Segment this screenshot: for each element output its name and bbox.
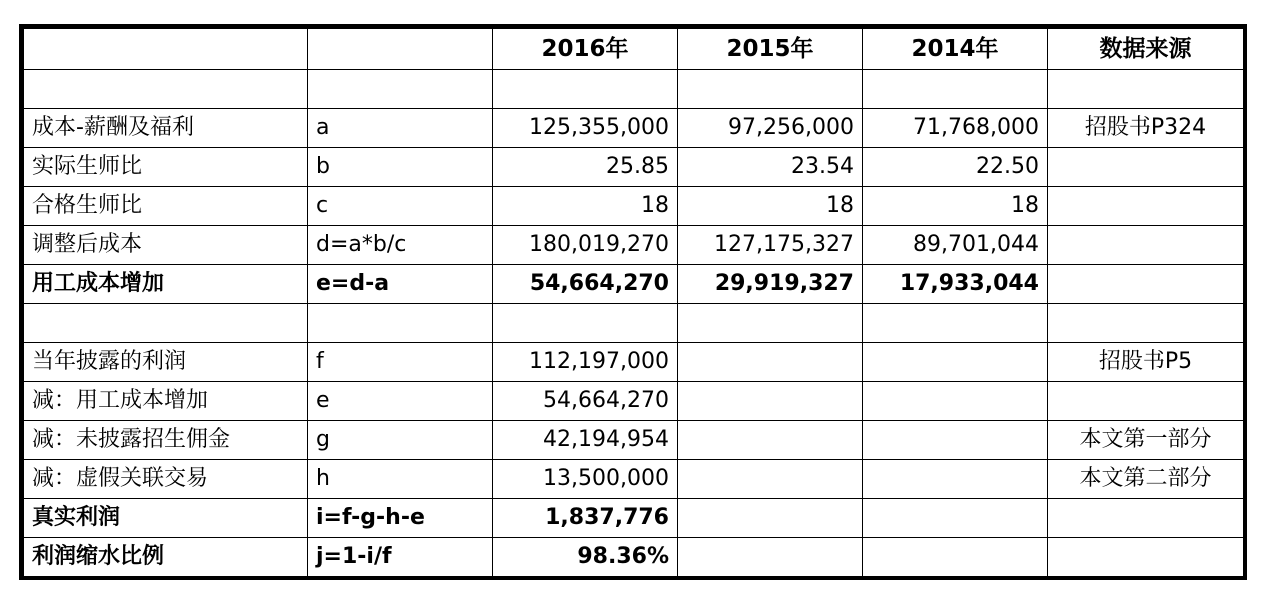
- row-label: 成本-薪酬及福利: [24, 109, 308, 148]
- value-2014: [863, 499, 1048, 538]
- value-2016: 125,355,000: [493, 109, 678, 148]
- profit-adjustment-table: [23, 28, 1244, 577]
- row-label: 实际生师比: [24, 148, 308, 187]
- row-source: [1048, 265, 1244, 304]
- row-formula: h: [308, 460, 493, 499]
- value-2016: 54,664,270: [493, 265, 678, 304]
- table-row: [24, 226, 1244, 265]
- value-2014: 71,768,000: [863, 109, 1048, 148]
- row-formula: g: [308, 421, 493, 460]
- blank-cell: [678, 70, 863, 109]
- header-2015: 2015年: [678, 29, 863, 70]
- row-label: 用工成本增加: [24, 265, 308, 304]
- blank-cell: [1048, 304, 1244, 343]
- blank-cell: [863, 304, 1048, 343]
- table-row: [24, 109, 1244, 148]
- value-2015: [678, 421, 863, 460]
- row-label: 利润缩水比例: [24, 538, 308, 577]
- row-source: [1048, 187, 1244, 226]
- header-2014: 2014年: [863, 29, 1048, 70]
- row-label: 当年披露的利润: [24, 343, 308, 382]
- value-2014: [863, 460, 1048, 499]
- row-formula: b: [308, 148, 493, 187]
- table-row: [24, 421, 1244, 460]
- row-source: 招股书P324: [1048, 109, 1244, 148]
- row-label: 调整后成本: [24, 226, 308, 265]
- row-formula: d=a*b/c: [308, 226, 493, 265]
- blank-cell: [493, 304, 678, 343]
- value-2015: 23.54: [678, 148, 863, 187]
- blank-cell: [863, 70, 1048, 109]
- value-2014: [863, 421, 1048, 460]
- header-formula: [308, 29, 493, 70]
- value-2015: 97,256,000: [678, 109, 863, 148]
- table-row: [24, 538, 1244, 577]
- header-source: 数据来源: [1048, 29, 1244, 70]
- blank-cell: [308, 70, 493, 109]
- row-formula: e=d-a: [308, 265, 493, 304]
- blank-cell: [24, 70, 308, 109]
- blank-cell: [678, 304, 863, 343]
- value-2016: 98.36%: [493, 538, 678, 577]
- value-2014: [863, 343, 1048, 382]
- value-2014: 17,933,044: [863, 265, 1048, 304]
- value-2016: 18: [493, 187, 678, 226]
- value-2016: 42,194,954: [493, 421, 678, 460]
- row-formula: j=1-i/f: [308, 538, 493, 577]
- table-row: [24, 460, 1244, 499]
- value-2016: 25.85: [493, 148, 678, 187]
- header-label: [24, 29, 308, 70]
- header-2016: 2016年: [493, 29, 678, 70]
- value-2015: 127,175,327: [678, 226, 863, 265]
- value-2016: 180,019,270: [493, 226, 678, 265]
- row-source: 本文第一部分: [1048, 421, 1244, 460]
- row-source: 本文第二部分: [1048, 460, 1244, 499]
- table-row: [24, 265, 1244, 304]
- blank-cell: [493, 70, 678, 109]
- row-source: [1048, 382, 1244, 421]
- row-label: 真实利润: [24, 499, 308, 538]
- row-formula: e: [308, 382, 493, 421]
- table-row: [24, 343, 1244, 382]
- value-2016: 54,664,270: [493, 382, 678, 421]
- blank-cell: [1048, 70, 1244, 109]
- value-2016: 1,837,776: [493, 499, 678, 538]
- profit-adjustment-table-frame: [19, 24, 1247, 580]
- value-2014: 22.50: [863, 148, 1048, 187]
- value-2015: [678, 460, 863, 499]
- row-source: [1048, 499, 1244, 538]
- row-formula: f: [308, 343, 493, 382]
- blank-cell: [24, 304, 308, 343]
- value-2016: 112,197,000: [493, 343, 678, 382]
- value-2015: [678, 538, 863, 577]
- value-2014: [863, 382, 1048, 421]
- blank-row: [24, 304, 1244, 343]
- row-formula: c: [308, 187, 493, 226]
- table-row: [24, 382, 1244, 421]
- row-formula: i=f-g-h-e: [308, 499, 493, 538]
- value-2015: [678, 382, 863, 421]
- row-label: 减：用工成本增加: [24, 382, 308, 421]
- row-source: [1048, 148, 1244, 187]
- table-row: [24, 187, 1244, 226]
- value-2014: 18: [863, 187, 1048, 226]
- header-row: [24, 29, 1244, 70]
- row-source: [1048, 538, 1244, 577]
- row-label: 减：未披露招生佣金: [24, 421, 308, 460]
- blank-cell: [308, 304, 493, 343]
- blank-row: [24, 70, 1244, 109]
- row-label: 合格生师比: [24, 187, 308, 226]
- value-2016: 13,500,000: [493, 460, 678, 499]
- row-formula: a: [308, 109, 493, 148]
- value-2015: 18: [678, 187, 863, 226]
- value-2014: 89,701,044: [863, 226, 1048, 265]
- value-2015: [678, 499, 863, 538]
- row-source: [1048, 226, 1244, 265]
- row-label: 减：虚假关联交易: [24, 460, 308, 499]
- table-row: [24, 148, 1244, 187]
- row-source: 招股书P5: [1048, 343, 1244, 382]
- table-row: [24, 499, 1244, 538]
- value-2015: [678, 343, 863, 382]
- value-2015: 29,919,327: [678, 265, 863, 304]
- value-2014: [863, 538, 1048, 577]
